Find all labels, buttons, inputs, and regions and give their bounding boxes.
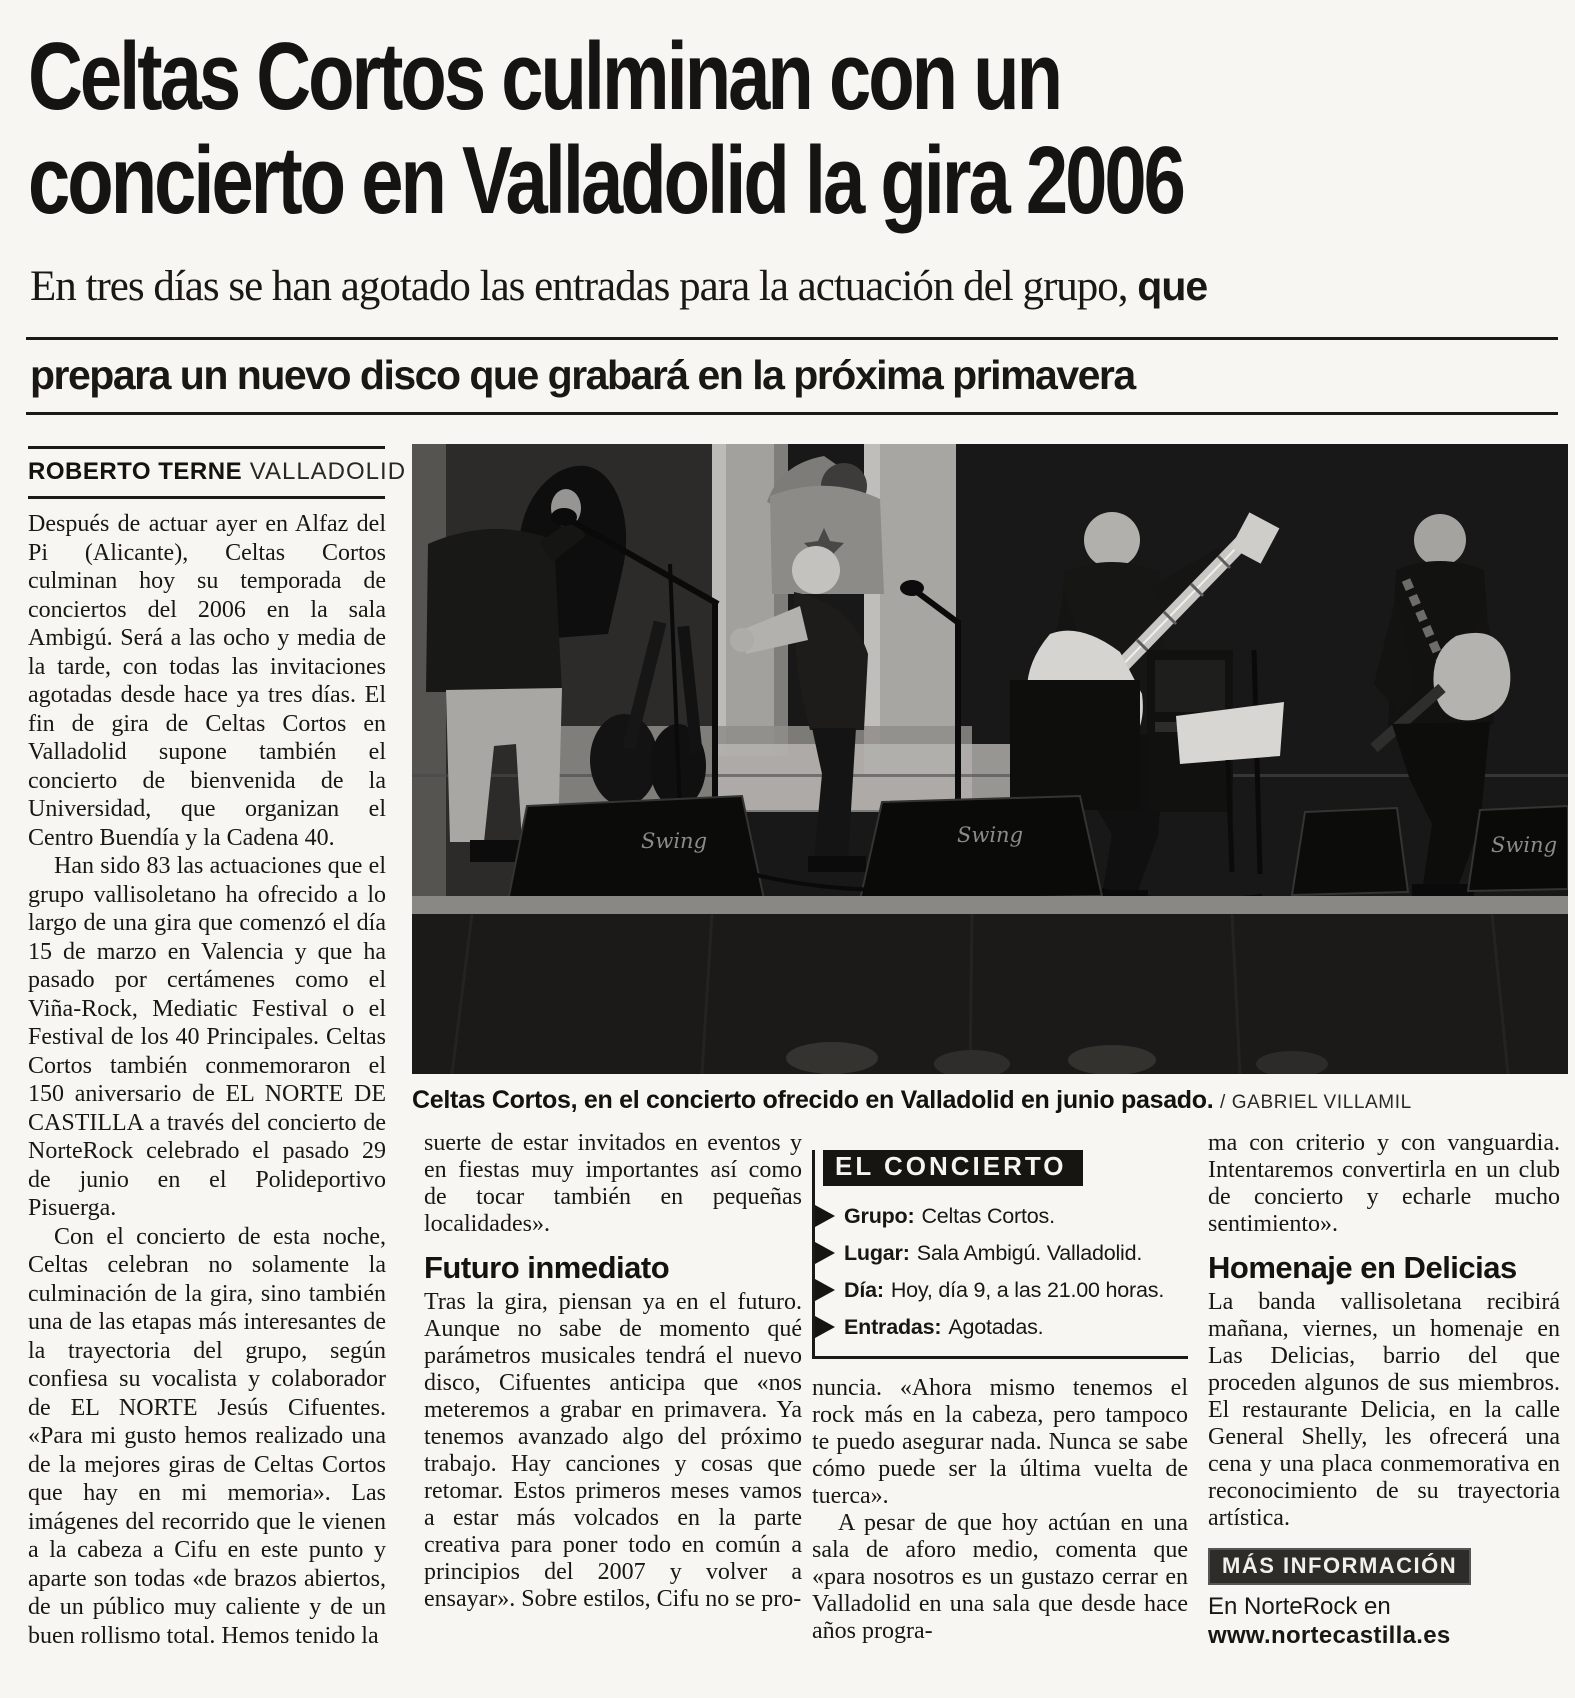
concert-item-label: Grupo: <box>844 1204 915 1228</box>
concert-item-value: Celtas Cortos. <box>921 1204 1055 1228</box>
arrow-right-icon <box>815 1205 835 1227</box>
subheadline-rule-top <box>26 337 1558 340</box>
concert-photo <box>412 444 1568 1074</box>
byline-location: VALLADOLID <box>242 458 407 485</box>
arrow-right-icon <box>815 1242 835 1264</box>
subheadline-line-1 <box>30 262 1207 311</box>
microphone <box>551 508 577 526</box>
photo-credit: / GABRIEL VILLAMIL <box>1220 1092 1412 1113</box>
byline <box>28 446 407 499</box>
article-column-1 <box>28 510 386 1650</box>
section-heading-futuro: Futuro inmediato <box>424 1250 670 1285</box>
arrow-right-icon <box>815 1316 835 1338</box>
concert-item-label: Entradas: <box>844 1315 942 1339</box>
more-info-url: www.nortecastilla.es <box>1208 1622 1451 1649</box>
byline-author: ROBERTO TERNE <box>28 458 243 485</box>
paragraph: ma con criterio y con vanguardia. Intentaremos convertirla en un club de concierto y echarle mucho sentimiento». <box>1208 1130 1560 1237</box>
article-column-4 <box>1208 1130 1560 1649</box>
paragraph: Tras la gira, piensan ya en el futuro. Aunque no sabe de momento qué parámetros musicales tendrá el nuevo disco, Cifuentes anticipa que «nos meteremos a grabar en primavera. Ya tenemos avanzado algo del próximo trabajo. Hay canciones y cosas que retomar. Estos primeros meses vamos a estar más volcados en la parte creativa para poner todo en común a principios del 2007 y volver a ensayar». Sobre estilos, Cifu no se pro- <box>424 1289 802 1612</box>
article-column-2 <box>424 1130 802 1613</box>
article-column-3 <box>812 1130 1188 1645</box>
headline-line-1: Celtas Cortos culminan con un <box>28 23 1061 131</box>
subheadline-line-2: prepara un nuevo disco que grabará en la próxima primavera <box>30 352 1135 398</box>
concert-info-box <box>812 1150 1188 1359</box>
paragraph: Con el concierto de esta noche, Celtas celebran no solamente la culminación de la gira, sino también una de las etapas más interesantes de la trayectoria del grupo, según confiesa su vocalista y colaborador de EL NORTE Jesús Cifuentes. «Para mi gusto hemos realizado una de la mejores giras de Celtas Cortos que hay en mi memoria». Las imágenes del recorrido que le vienen a la cabeza a Cifu en este punto y aparte son todas «de brazos abiertos, de un público muy caliente y de un buen rollismo total. Hemos tenido la <box>28 1223 386 1649</box>
concert-item-value: Hoy, día 9, a las 21.00 horas. <box>890 1278 1165 1302</box>
more-info-title: MÁS INFORMACIÓN <box>1208 1548 1471 1585</box>
paragraph: Después de actuar ayer en Alfaz del Pi (Alicante), Celtas Cortos culminan hoy su temporada de conciertos del 2006 en la sala Ambigú. Será a las ocho y media de la tarde, con todas las invitaciones agotadas desde hace ya tres días. El fin de gira de Celtas Cortos en Valladolid supone también el concierto de bienvenida de la Universidad, que organizan el Centro Buendía y la Cadena 40. <box>28 511 386 851</box>
concert-box-item <box>815 1277 1188 1303</box>
subheadline-rule-bottom <box>26 412 1558 415</box>
paragraph: A pesar de que hoy actúan en una sala de aforo medio, comenta que «para nosotros es un gustazo cerrar en Valladolid en una sala que desde hace años progra- <box>812 1510 1188 1644</box>
concert-box-item <box>815 1240 1188 1266</box>
paragraph: suerte de estar invitados en eventos y en fiestas muy importantes así como de tocar también en pequeñas localidades». <box>424 1130 802 1237</box>
concert-item-label: Día: <box>844 1278 884 1302</box>
concert-box-title: EL CONCIERTO <box>823 1150 1083 1186</box>
stage-photo-illustration <box>412 444 1568 1074</box>
concert-item-value: Agotadas. <box>948 1315 1044 1339</box>
paragraph: nuncia. «Ahora mismo tenemos el rock más en la cabeza, pero tampoco te puedo asegurar nada. Nunca se sabe cómo puede ser la última vuelta de tuerca». <box>812 1375 1188 1509</box>
photo-caption <box>412 1086 1570 1115</box>
subheadline-regular: En tres días se han agotado las entradas para la actuación del grupo, <box>30 263 1138 310</box>
concert-box-item <box>815 1203 1188 1229</box>
photo-caption-text: Celtas Cortos, en el concierto ofrecido en Valladolid en junio pasado. <box>412 1086 1221 1114</box>
arrow-right-icon <box>815 1279 835 1301</box>
subheadline-bold-tail: que <box>1137 263 1208 309</box>
stage-front <box>412 896 1568 1074</box>
section-heading-homenaje: Homenaje en Delicias <box>1208 1250 1517 1285</box>
paragraph: Han sido 83 las actuaciones que el grupo vallisoletano ha ofrecido a lo largo de una gira que comenzó el día 15 de marzo en Valencia y que ha pasado por certámenes como el Viña-Rock, Mediatic Festival o el Festival de los 40 Principales. Celtas Cortos también conmemoraron el 150 aniversario de EL NORTE DE CASTILLA a través del concierto de NorteRock celebrado el pasado 29 de junio en el Polideportivo Pisuerga. <box>28 853 386 1221</box>
concert-item-value: Sala Ambigú. Valladolid. <box>916 1241 1143 1265</box>
concert-box-item <box>815 1314 1188 1340</box>
more-info-line: En NorteRock en <box>1208 1593 1391 1620</box>
svg-text:Swing: Swing <box>956 823 1024 847</box>
paragraph: La banda vallisoletana recibirá mañana, viernes, un homenaje en Las Delicias, barrio del que proceden algunos de sus miembros. El restaurante Delicia, en la calle General Shelly, les ofrecerá una cena y una placa conmemorativa en reconocimiento de su trayectoria artística. <box>1208 1289 1560 1531</box>
more-info-box <box>1208 1548 1560 1649</box>
svg-text:Swing: Swing <box>1490 833 1558 857</box>
concert-item-label: Lugar: <box>844 1241 910 1265</box>
headline-line-2: concierto en Valladolid la gira 2006 <box>28 127 1183 235</box>
svg-text:Swing: Swing <box>640 829 708 853</box>
